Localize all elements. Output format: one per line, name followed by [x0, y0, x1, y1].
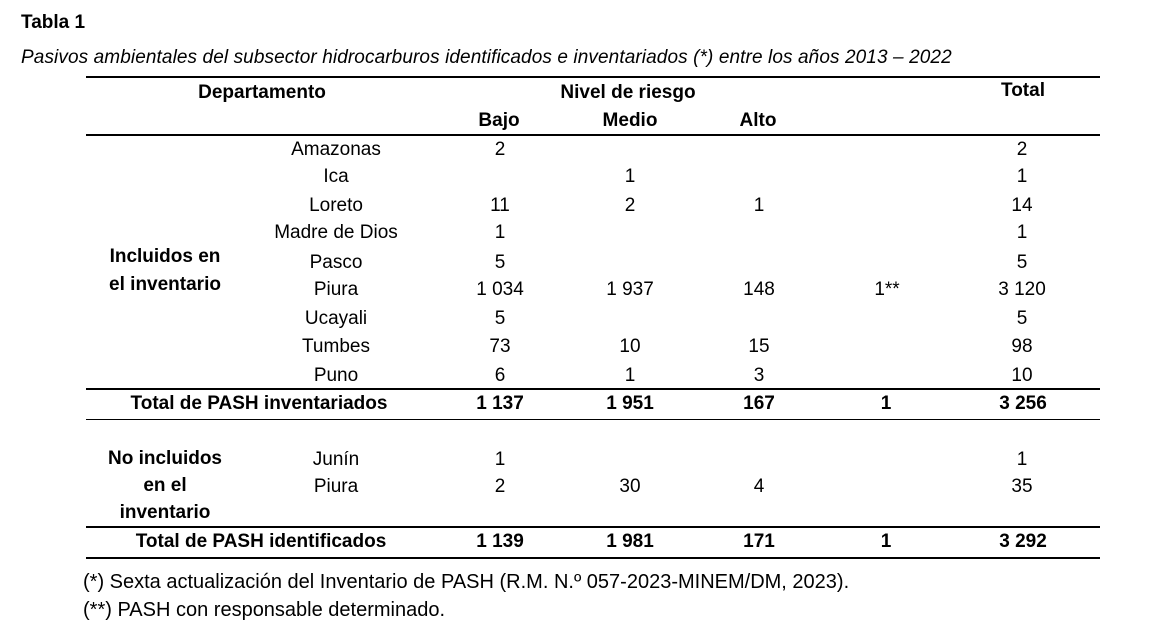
- header-nivel-riesgo: Nivel de riesgo: [560, 82, 696, 103]
- total-identificados-medio: 1 981: [606, 531, 654, 552]
- row-bajo: 1: [494, 222, 506, 243]
- total-identificados-alto: 171: [743, 531, 775, 552]
- identificados-total-top-rule: [86, 526, 1100, 528]
- row-dep: Tumbes: [302, 336, 370, 357]
- row-bajo: 1 034: [476, 279, 524, 300]
- row-bajo: 6: [494, 365, 506, 386]
- total-inventariados-total: 3 256: [999, 393, 1047, 414]
- group-label-no-incluidos-line2: en el: [143, 475, 187, 496]
- total-inventariados-bajo: 1 137: [476, 393, 524, 414]
- total-identificados-label: Total de PASH identificados: [135, 531, 387, 552]
- group-label-no-incluidos-line3: inventario: [119, 502, 211, 523]
- row-medio: 10: [619, 336, 641, 357]
- row-bajo: 11: [490, 195, 510, 216]
- row-bajo: 2: [494, 476, 506, 497]
- row-bajo: 1: [494, 449, 506, 470]
- row-total: 1: [1016, 222, 1028, 243]
- group-label-no-incluidos-line1: No incluidos: [108, 448, 222, 469]
- row-total: 5: [1016, 308, 1028, 329]
- row-alto: 15: [748, 336, 770, 357]
- header-bajo: Bajo: [478, 110, 520, 131]
- row-medio: 1 937: [606, 279, 654, 300]
- row-total: 10: [1011, 365, 1033, 386]
- row-dep: Piura: [313, 476, 359, 497]
- total-inventariados-extra: 1: [880, 393, 892, 414]
- group-label-incluidos-line2: el inventario: [109, 274, 221, 295]
- row-total: 2: [1016, 139, 1028, 160]
- row-alto: 148: [743, 279, 775, 300]
- row-dep: Junín: [312, 449, 360, 470]
- row-alto: 4: [753, 476, 765, 497]
- group-label-no-incluidos: [108, 445, 222, 526]
- group-label-incluidos-line1: Incluidos en: [109, 246, 221, 267]
- row-dep: Puno: [313, 365, 359, 386]
- row-total: 3 120: [998, 279, 1046, 300]
- row-bajo: 5: [494, 308, 506, 329]
- row-bajo: 5: [494, 252, 506, 273]
- inventariados-total-top-rule: [86, 388, 1100, 390]
- row-bajo: 2: [494, 139, 506, 160]
- row-alto: 3: [753, 365, 765, 386]
- row-medio: 2: [624, 195, 636, 216]
- row-medio: 30: [619, 476, 641, 497]
- row-dep: Ica: [323, 166, 349, 187]
- header-medio: Medio: [602, 110, 658, 131]
- total-inventariados-alto: 167: [743, 393, 775, 414]
- table-bottom-rule: [86, 557, 1100, 559]
- row-bajo: 73: [489, 336, 511, 357]
- row-dep: Amazonas: [291, 139, 381, 160]
- row-dep: Piura: [313, 279, 359, 300]
- row-alto: 1: [753, 195, 765, 216]
- table-caption: Pasivos ambientales del subsector hidrocarburos identificados e inventariados (*) entre los años 2013 – 2022: [21, 47, 952, 68]
- table-top-rule: [86, 76, 1100, 78]
- row-dep: Ucayali: [304, 308, 368, 329]
- header-bottom-rule: [86, 134, 1100, 136]
- header-alto: Alto: [739, 110, 777, 131]
- total-identificados-bajo: 1 139: [476, 531, 524, 552]
- total-identificados-total: 3 292: [999, 531, 1047, 552]
- total-inventariados-medio: 1 951: [606, 393, 654, 414]
- row-medio: 1: [624, 365, 636, 386]
- header-departamento: Departamento: [198, 82, 326, 103]
- footnote-2: (**) PASH con responsable determinado.: [83, 599, 446, 621]
- row-total: 35: [1011, 476, 1033, 497]
- row-dep: Pasco: [309, 252, 363, 273]
- total-inventariados-label: Total de PASH inventariados: [130, 393, 388, 414]
- inventariados-total-bottom-rule: [86, 419, 1100, 420]
- row-extra: 1**: [874, 279, 900, 300]
- group-label-incluidos: [109, 243, 221, 299]
- row-medio: 1: [624, 166, 636, 187]
- row-total: 1: [1016, 166, 1028, 187]
- row-dep: Madre de Dios: [274, 222, 398, 243]
- total-identificados-extra: 1: [880, 531, 892, 552]
- row-total: 1: [1016, 449, 1028, 470]
- row-total: 14: [1011, 195, 1033, 216]
- table-label: Tabla 1: [21, 12, 86, 33]
- row-total: 5: [1016, 252, 1028, 273]
- header-total: Total: [1001, 80, 1045, 101]
- row-total: 98: [1011, 336, 1033, 357]
- row-dep: Loreto: [309, 195, 363, 216]
- footnote-1: (*) Sexta actualización del Inventario de PASH (R.M. N.º 057-2023-MINEM/DM, 2023).: [83, 571, 850, 593]
